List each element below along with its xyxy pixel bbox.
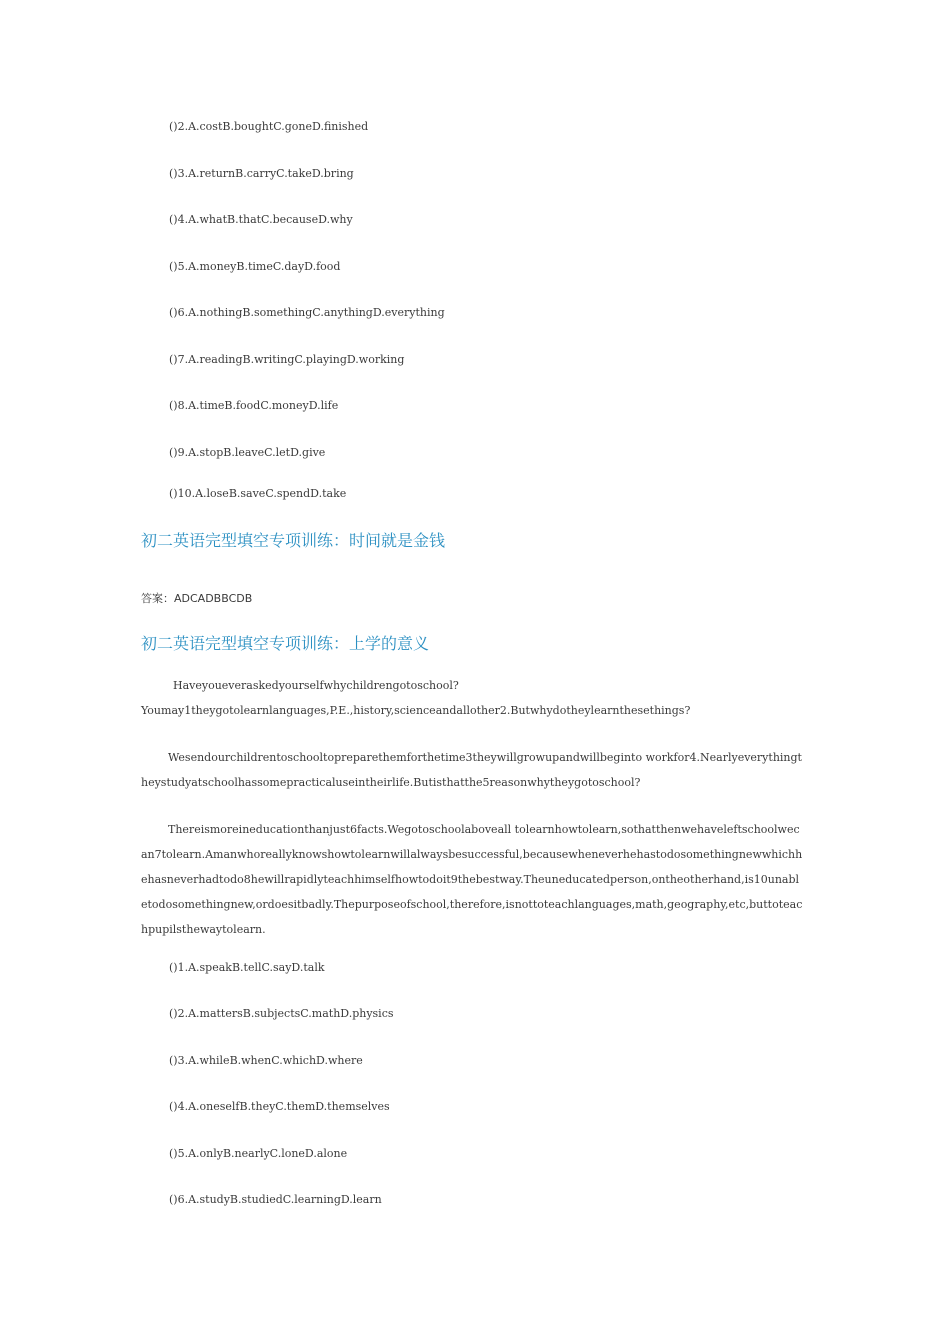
passage-paragraph: Wesendourchildrentoschooltopreparethemforthetime3theywillgrowupandwillbeginto workfor4.Nearlyeverythingtheystudyatschoolhassomepracticaluseintheirlife.Butisthatthe5reasonwhytheygotoschool? — [141, 751, 802, 789]
question-option-line: ()4.A.oneselfB.theyC.themD.themselves — [169, 1100, 390, 1113]
question-option-line: ()5.A.moneyB.timeC.dayD.food — [169, 260, 341, 273]
question-option-line: ()8.A.timeB.foodC.moneyD.life — [169, 399, 339, 412]
question-option-line: ()7.A.readingB.writingC.playingD.working — [169, 353, 405, 366]
passage-paragraph: Youmay1theygotolearnlanguages,P.E.,history,scienceandallother2.Butwhydotheylearnthesethings? — [141, 704, 691, 717]
question-option-line: ()10.A.loseB.saveC.spendD.take — [169, 487, 347, 500]
question-option-line: ()1.A.speakB.tellC.sayD.talk — [169, 961, 325, 974]
question-option-line: ()4.A.whatB.thatC.becauseD.why — [169, 213, 353, 226]
section-heading-meaning-of-school: 初二英语完型填空专项训练：上学的意义 — [141, 634, 430, 653]
section-heading-time-is-money: 初二英语完型填空专项训练：时间就是金钱 — [141, 531, 446, 550]
question-option-line: ()2.A.mattersB.subjectsC.mathD.physics — [169, 1007, 394, 1020]
answer-key: 答案：ADCADBBCDB — [141, 592, 253, 605]
question-option-line: ()6.A.nothingB.somethingC.anythingD.everything — [169, 306, 445, 319]
passage-paragraph: Haveyoueveraskedyourselfwhychildrengotoschool? — [173, 679, 459, 692]
passage-paragraph: Thereismoreineducationthanjust6facts.Wegotoschoolaboveall tolearnhowtolearn,sothatthenwehaveleftschoolwecan7tolearn.Amanwhoreallyknowshowtolearnwillalwaysbesuccessful,becausewheneverhehastodosomethingnewwhichhehasneverhadtodo8hewillrapidlyteachhimselfhowtodoit9thebestway.Theuneducatedperson,ontheotherhand,is10unabletodosomethingnew,ordoesitbadly.Thepurposeofschool,therefore,isnottoteachlanguages,math,geography,etc,buttoteachpupilsthewaytolearn. — [141, 823, 803, 936]
question-option-line: ()2.A.costB.boughtC.goneD.finished — [169, 120, 369, 133]
question-option-line: ()3.A.whileB.whenC.whichD.where — [169, 1054, 363, 1067]
question-option-line: ()9.A.stopB.leaveC.letD.give — [169, 446, 326, 459]
question-option-line: ()3.A.returnB.carryC.takeD.bring — [169, 167, 354, 180]
question-option-line: ()5.A.onlyB.nearlyC.loneD.alone — [169, 1147, 348, 1160]
question-option-line: ()6.A.studyB.studiedC.learningD.learn — [169, 1193, 382, 1206]
